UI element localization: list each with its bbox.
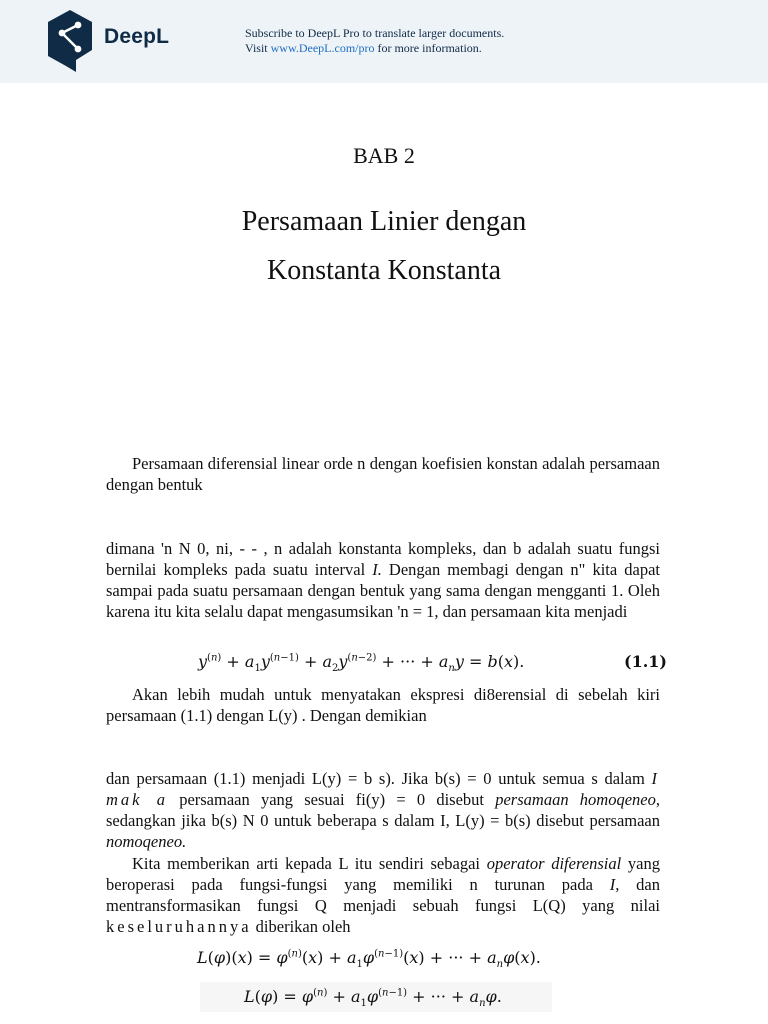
brand-name: DeepL: [104, 25, 170, 48]
paragraph-operator: Kita memberikan arti kepada L itu sendiri sebagai operator diferensial yang beroperasi pada fungsi-fungsi yang memiliki n turunan pada I, dan mentransformasikan fungsi Q menjadi sebuah fungsi L(Q) yang nilai keseluruhannya diberikan oleh: [106, 854, 661, 936]
equation-number: (1.1): [624, 652, 667, 671]
paragraph-notation: Akan lebih mudah untuk menyatakan ekspresi di8erensial di sebelah kiri persamaan (1.1) dengan L(y) . Dengan demikian: [106, 685, 660, 725]
equation-1-1: $y^{(n)} + a_1y^{(n-1)} + a_2y^{(n-2)}$ + ··· + $a_ny = b(x)$.: [198, 652, 525, 675]
deepl-pro-link[interactable]: www.DeepL.com/pro: [270, 41, 375, 55]
equation-operator: $L(\varphi) = \varphi^{(n)} + a_1\varphi^{(n-1)}$ + ··· + $a_n\varphi$.: [244, 987, 502, 1010]
deepl-banner: [0, 0, 768, 83]
equation-operator-x: $L(\varphi)(x) = \varphi^{(n)}(x) + a_1\varphi^{(n-1)}(x)$ + ··· + $a_n\varphi(x)$.: [197, 948, 541, 971]
promo-text: [245, 26, 504, 56]
paragraph-intro: Persamaan diferensial linear orde n dengan koefisien konstan adalah persamaan dengan bentuk: [106, 454, 660, 494]
paragraph-homogeneous: dan persamaan (1.1) menjadi L(y) = b s). Jika b(s) = 0 untuk semua s dalam I mak a persamaan yang sesuai fi(y) = 0 disebut persamaan homoqeneo, sedangkan jika b(s) N 0 untuk beberapa s dalam I, L(y) = b(s) disebut persamaan nomoqeneo.: [106, 769, 660, 851]
promo-line-2: Visit www.DeepL.com/pro for more information.: [245, 41, 482, 55]
title-line-1: Persamaan Linier dengan: [241, 206, 527, 237]
title-line-2: Konstanta Konstanta: [266, 255, 502, 286]
paragraph-definition: dimana 'n N 0, ni, - - , n adalah konstanta kompleks, dan b adalah suatu fungsi bernilai kompleks pada suatu interval I. Dengan membagi dengan n" kita dapat sampai pada suatu persamaan dengan bentuk yang sama dengan mengganti 1. Oleh karena itu kita selalu dapat mengasumsikan 'n = 1, dan persamaan kita menjadi: [106, 539, 660, 621]
chapter-heading: BAB 2: [353, 143, 415, 168]
promo-line-1: Subscribe to DeepL Pro to translate larger documents.: [245, 26, 505, 40]
